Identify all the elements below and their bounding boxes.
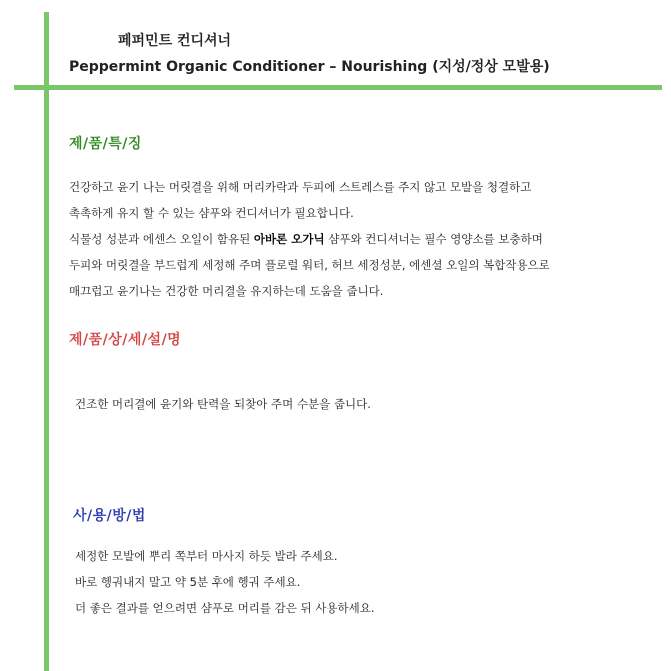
features-line: 건강하고 윤기 나는 머릿결을 위해 머리카락과 두피에 스트레스를 주지 않고 모발을 청결하고 (69, 180, 532, 194)
usage-line: 세정한 모발에 뿌리 쪽부터 마사지 하듯 발라 주세요. (75, 549, 338, 563)
usage-text (75, 543, 375, 621)
brand-name: 아바론 오가닉 (253, 232, 325, 246)
features-line: 매끄럽고 윤기나는 건강한 머리결을 유지하는데 도움을 줍니다. (69, 284, 384, 298)
vertical-rule (44, 12, 49, 671)
product-title-korean: 페퍼민트 컨디셔너 (118, 33, 232, 49)
detail-heading: 제/품/상/세/설/명 (69, 332, 182, 348)
usage-line: 바로 헹궈내지 말고 약 5분 후에 헹궈 주세요. (75, 575, 301, 589)
features-heading: 제/품/특/징 (69, 136, 142, 152)
features-line (69, 226, 550, 252)
features-text (69, 174, 550, 304)
usage-heading: 사/용/방/법 (73, 508, 146, 524)
features-line: 촉촉하게 유지 할 수 있는 샴푸와 컨디셔너가 필요합니다. (69, 206, 354, 220)
features-line: 두피와 머릿결을 부드럽게 세정해 주며 플로럴 워터, 허브 세정성분, 에센셜 오일의 복합작용으로 (69, 258, 550, 272)
usage-line: 더 좋은 결과를 얻으려면 샴푸로 머리를 감은 뒤 사용하세요. (75, 601, 375, 615)
features-line-part: 샴푸와 컨디셔너는 필수 영양소를 보충하며 (324, 232, 543, 246)
features-line-part: 식물성 성분과 에센스 오일이 함유된 (69, 232, 254, 246)
horizontal-rule (14, 85, 662, 90)
detail-text: 건조한 머리결에 윤기와 탄력을 되찾아 주며 수분을 줍니다. (75, 397, 371, 411)
product-title-english: Peppermint Organic Conditioner – Nourishing (지성/정상 모발용) (69, 59, 550, 75)
